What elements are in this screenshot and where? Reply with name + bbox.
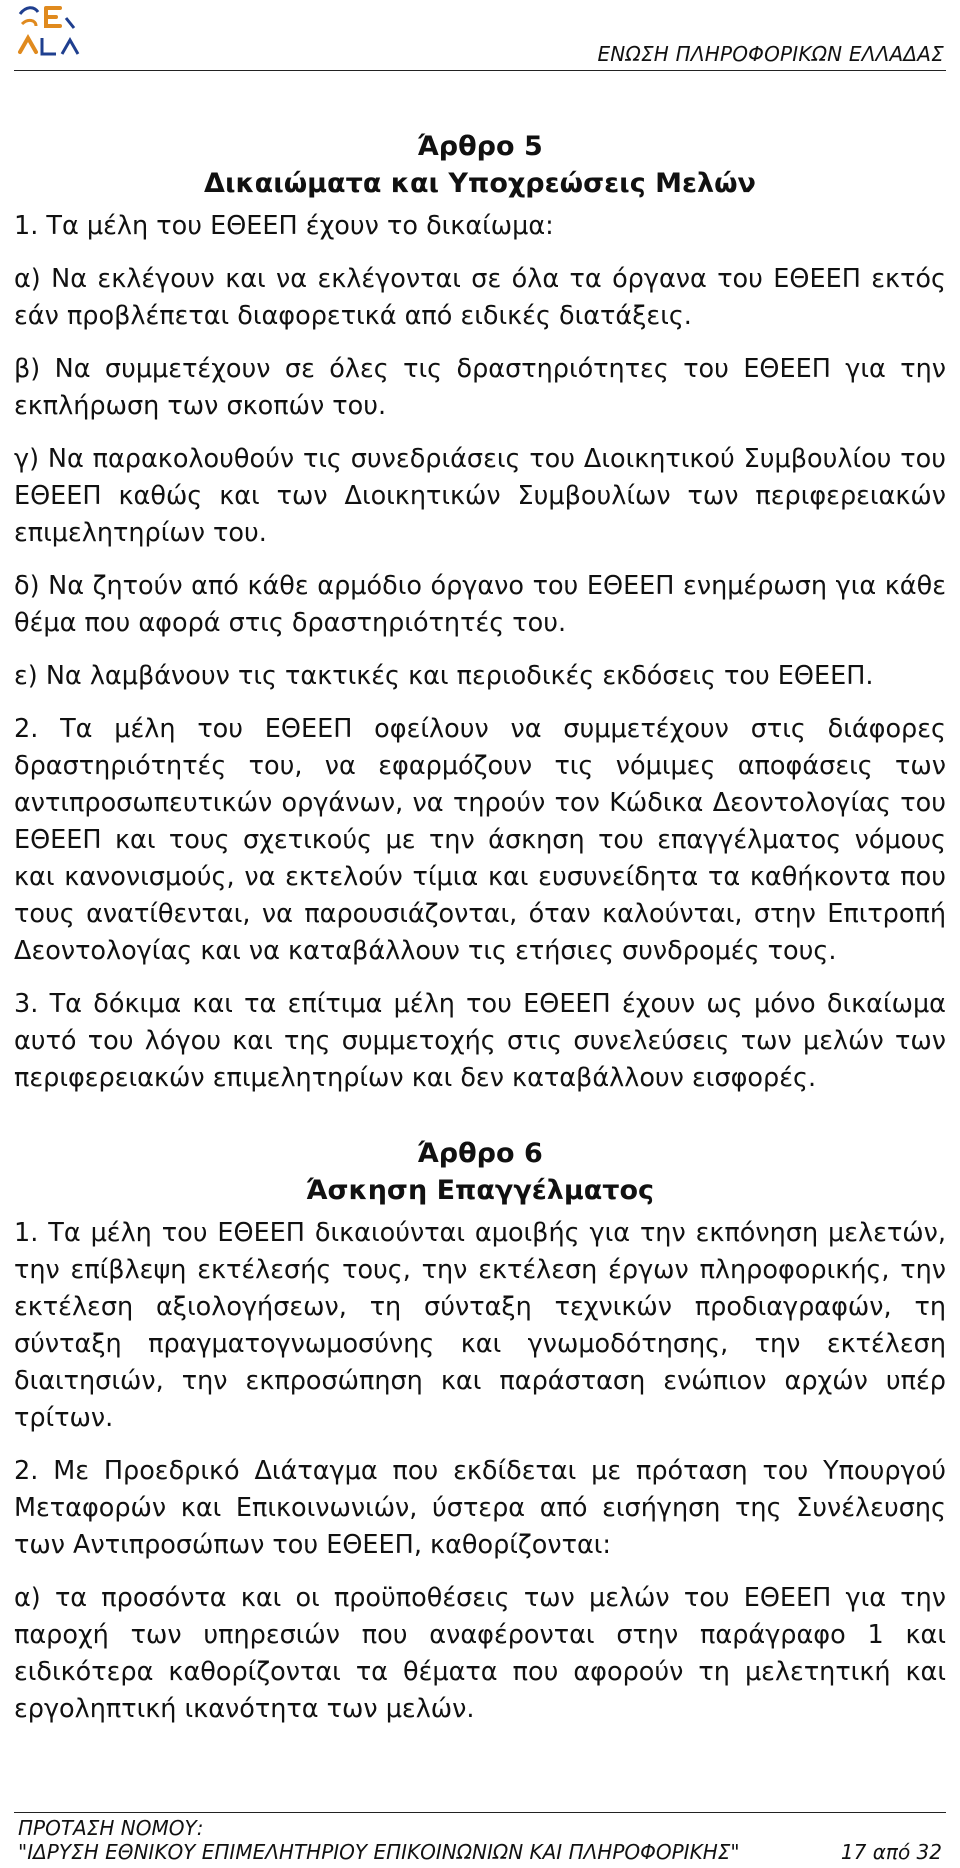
paragraph: α) Να εκλέγουν και να εκλέγονται σε όλα τα όργανα του ΕΘΕΕΠ εκτός εάν προβλέπεται διαφορετικά από ειδικές διατάξεις. [14, 264, 946, 331]
article-number: Άρθρο 5 [417, 131, 543, 162]
paragraph: 3. Τα δόκιμα και τα επίτιμα μέλη του ΕΘΕΕΠ έχουν ως μόνο δικαίωμα αυτό του λόγου και της συμμετοχής στις συνελεύσεις των μελών των περιφερειακών επιμελητηρίων και δεν καταβάλλουν εισφορές. [14, 989, 946, 1093]
document-body [14, 128, 946, 1728]
footer-label: ΠΡΟΤΑΣΗ ΝΟΜΟΥ: [18, 1816, 204, 1840]
article-title: Άσκηση Επαγγέλματος [305, 1175, 655, 1206]
article-6 [14, 1135, 946, 1728]
article-5 [14, 128, 946, 1097]
footer-document-title: "ΙΔΡΥΣΗ ΕΘΝΙΚΟΥ ΕΠΙΜΕΛΗΤΗΡΙΟΥ ΕΠΙΚΟΙΝΩΝΙΩΝ ΚΑΙ ΠΛΗΡΟΦΟΡΙΚΗΣ" [18, 1840, 740, 1864]
paragraph: 2. Τα μέλη του ΕΘΕΕΠ οφείλουν να συμμετέχουν στις διάφορες δραστηριότητές του, να εφαρμόζουν τις νόμιμες αποφάσεις των αντιπροσωπευτικών οργάνων, να τηρούν τον Κώδικα Δεοντολογίας του ΕΘΕΕΠ και τους σχετικούς με την άσκηση του επαγγέλματος νόμους και κανονισμούς, να εκτελούν τίμια και ευσυνείδητα τα καθήκοντα που τους ανατίθενται, να παρουσιάζονται, όταν καλούνται, στην Επιτροπή Δεοντολογίας και να καταβάλλουν τις ετήσιες συνδρομές τους. [14, 714, 946, 966]
header-title: ΕΝΩΣΗ ΠΛΗΡΟΦΟΡΙΚΩΝ ΕΛΛΑΔΑΣ [597, 42, 944, 66]
page-number: 17 από 32 [840, 1840, 942, 1864]
paragraph: γ) Να παρακολουθούν τις συνεδριάσεις του Διοικητικού Συμβουλίου του ΕΘΕΕΠ καθώς και των Διοικητικών Συμβουλίων των περιφερειακών επιμελητηρίων του. [14, 444, 946, 548]
paragraph: α) τα προσόντα και οι προϋποθέσεις των μελών του ΕΘΕΕΠ για την παροχή των υπηρεσιών που αναφέρονται στην παράγραφο 1 και ειδικότερα καθορίζονται τα θέματα που αφορούν τη μελετητική και εργοληπτική ικανότητα των μελών. [14, 1583, 946, 1724]
page-header [14, 0, 946, 71]
page-footer [14, 1812, 946, 1865]
paragraph: 2. Με Προεδρικό Διάταγμα που εκδίδεται με πρόταση του Υπουργού Μεταφορών και Επικοινωνιών, ύστερα από εισήγηση της Συνέλευσης των Αντιπροσώπων του ΕΘΕΕΠ, καθορίζονται: [14, 1456, 946, 1560]
paragraph: 1. Τα μέλη του ΕΘΕΕΠ έχουν το δικαίωμα: [14, 211, 554, 241]
paragraph: β) Να συμμετέχουν σε όλες τις δραστηριότητες του ΕΘΕΕΠ για την εκπλήρωση των σκοπών του. [14, 354, 946, 421]
section-spacer [14, 1097, 946, 1135]
paragraph: ε) Να λαμβάνουν τις τακτικές και περιοδικές εκδόσεις του ΕΘΕΕΠ. [14, 661, 874, 691]
paragraph: δ) Να ζητούν από κάθε αρμόδιο όργανο του ΕΘΕΕΠ ενημέρωση για κάθε θέμα που αφορά στις δραστηριότητές του. [14, 571, 946, 638]
association-logo-icon [16, 2, 88, 68]
article-title: Δικαιώματα και Υποχρεώσεις Μελών [204, 168, 756, 199]
paragraph: 1. Τα μέλη του ΕΘΕΕΠ δικαιούνται αμοιβής για την εκπόνηση μελετών, την επίβλεψη εκτέλεσής τους, την εκτέλεση έργων πληροφορικής, την εκτέλεση αξιολογήσεων, τη σύνταξη τεχνικών προδιαγραφών, τη σύνταξη πραγματογνωμοσύνης και γνωμοδότησης, την εκτέλεση διαιτησιών, την εκπροσώπηση και παράσταση ενώπιον αρχών υπέρ τρίτων. [14, 1218, 946, 1433]
article-number: Άρθρο 6 [417, 1138, 543, 1169]
